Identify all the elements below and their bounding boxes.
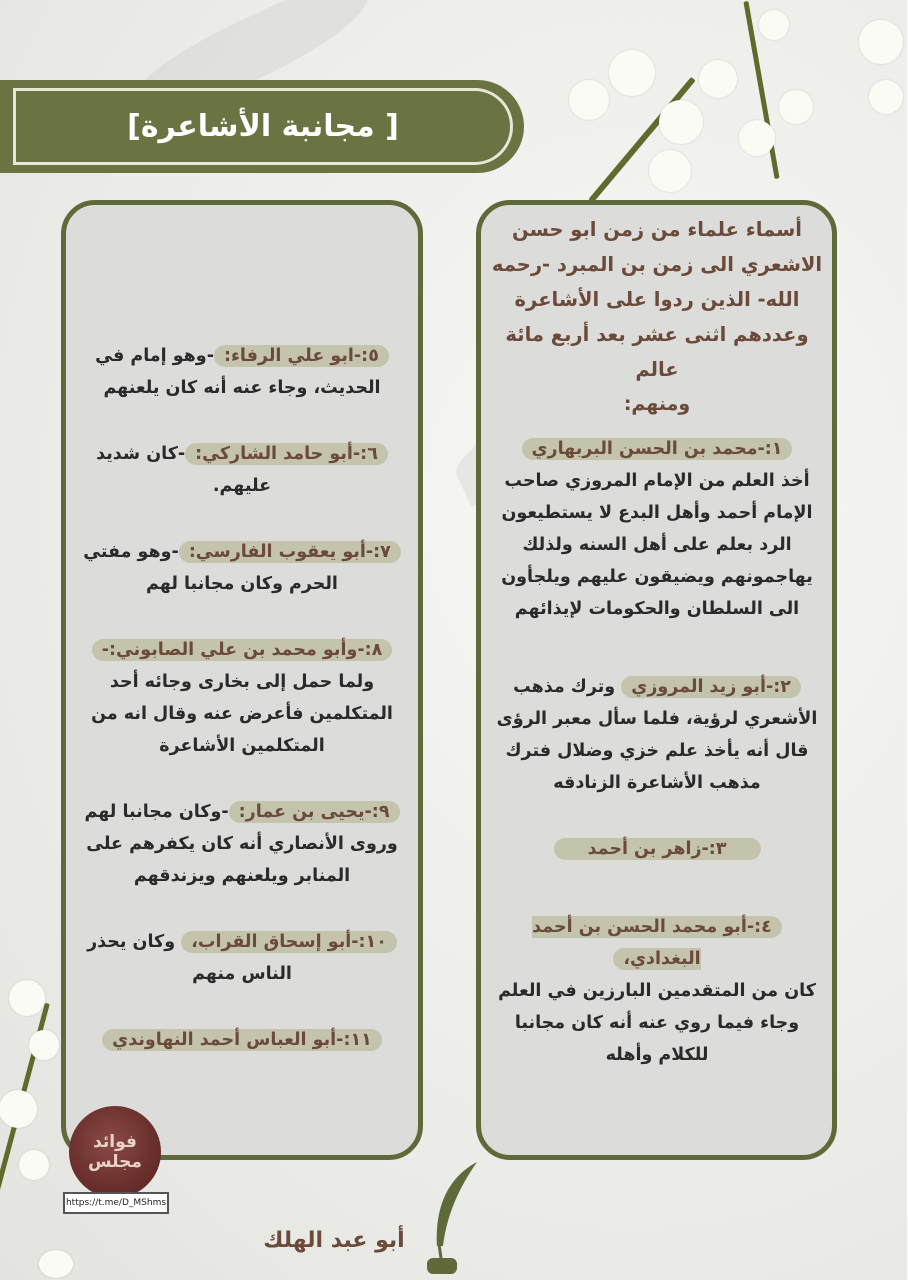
page-title: [ مجانبة الأشاعرة] <box>128 109 400 144</box>
seal-line-1: فوائد <box>94 1132 138 1152</box>
right-column <box>492 212 824 1071</box>
entry-text: -وهو إمام في الحديث، وجاء عنه أنه كان يلعنهم <box>96 346 382 398</box>
entry-name: ١١:-أبو العباس أحمد النهاوندي <box>103 1029 383 1051</box>
entry-text: -وهو مفتي الحرم وكان مجانبا لهم <box>84 542 339 594</box>
list-item <box>492 911 824 1071</box>
list-item <box>76 340 410 404</box>
list-item <box>76 926 410 990</box>
entry-name: ٤:-أبو محمد الحسن بن أحمد البغدادي، <box>533 916 783 970</box>
entry-name: ١:-محمد بن الحسن البربهاري <box>523 438 794 460</box>
entry-text: -كان شديد عليهم. <box>97 444 273 496</box>
list-item <box>76 796 410 892</box>
quill-icon <box>418 1158 488 1278</box>
entry-name: ٥:-ابو علي الرفاء: <box>215 345 390 367</box>
entry-name: ٩:-يحيى بن عمار: <box>230 801 401 823</box>
author-signature: أبو عبد الهلك <box>264 1228 406 1253</box>
entry-text: وترك مذهب الأشعري لرؤية، فلما سأل معبر الرؤى قال أنه يأخذ علم خزي وضلال فترك مذهب الأشاعرة الزنادقه <box>497 677 819 793</box>
intro-subtitle: ومنهم: <box>624 393 692 415</box>
entry-name: ٢:-أبو زيد المروزي <box>622 676 802 698</box>
entry-name: ٦:-أبو حامد الشاركي: <box>186 443 389 465</box>
intro-text: أسماء علماء من زمن ابو حسن الاشعري الى زمن بن المبرد -رحمه الله- الذين ردوا على الأشاعرة وعددهم اثنى عشر بعد أربع مائة عالم <box>492 218 824 381</box>
list-item <box>76 1024 410 1056</box>
entry-name: ١٠:-أبو إسحاق القراب، <box>182 931 398 953</box>
entry-text: ولما حمل إلى بخارى وجائه أحد المتكلمين فأعرض عنه وقال انه من المتكلمين الأشاعرة <box>92 672 394 756</box>
list-item <box>76 536 410 600</box>
entry-name: ٨:-وأبو محمد بن علي الصابوني:- <box>93 639 394 661</box>
left-column <box>76 340 410 1056</box>
list-item <box>492 433 824 625</box>
entry-text: أخذ العلم من الإمام المروزي صاحب الإمام أحمد وأهل البدع لا يستطيعون الرد بعلم على أهل السنه ولذلك يهاجمونهم ويضيقون عليهم ويلجأون الى السلطان والحكومات لإيذائهم <box>502 471 814 619</box>
entry-text: -وكان مجانبا لهم وروى الأنصاري أنه كان يكفرهم على المنابر ويلعنهم ويزندقهم <box>85 802 399 886</box>
entry-text: كان من المتقدمين البارزين في العلم وجاء فيما روي عنه أنه كان مجانبا للكلام وأهله <box>499 981 817 1065</box>
wax-seal-logo <box>70 1106 162 1198</box>
list-item <box>76 634 410 762</box>
list-item <box>76 438 410 502</box>
seal-line-2: مجلس <box>89 1152 143 1172</box>
entry-text: وكان يحذر الناس منهم <box>88 932 293 984</box>
list-item <box>492 671 824 799</box>
title-frame <box>14 88 514 165</box>
entry-name: ٣:-زاهر بن أحمد <box>555 838 762 860</box>
telegram-link[interactable]: https://t.me/D_MShms <box>64 1192 170 1214</box>
entry-name: ٧:-أبو يعقوب الفارسي: <box>180 541 402 563</box>
list-item <box>492 833 824 865</box>
title-banner <box>0 80 525 173</box>
